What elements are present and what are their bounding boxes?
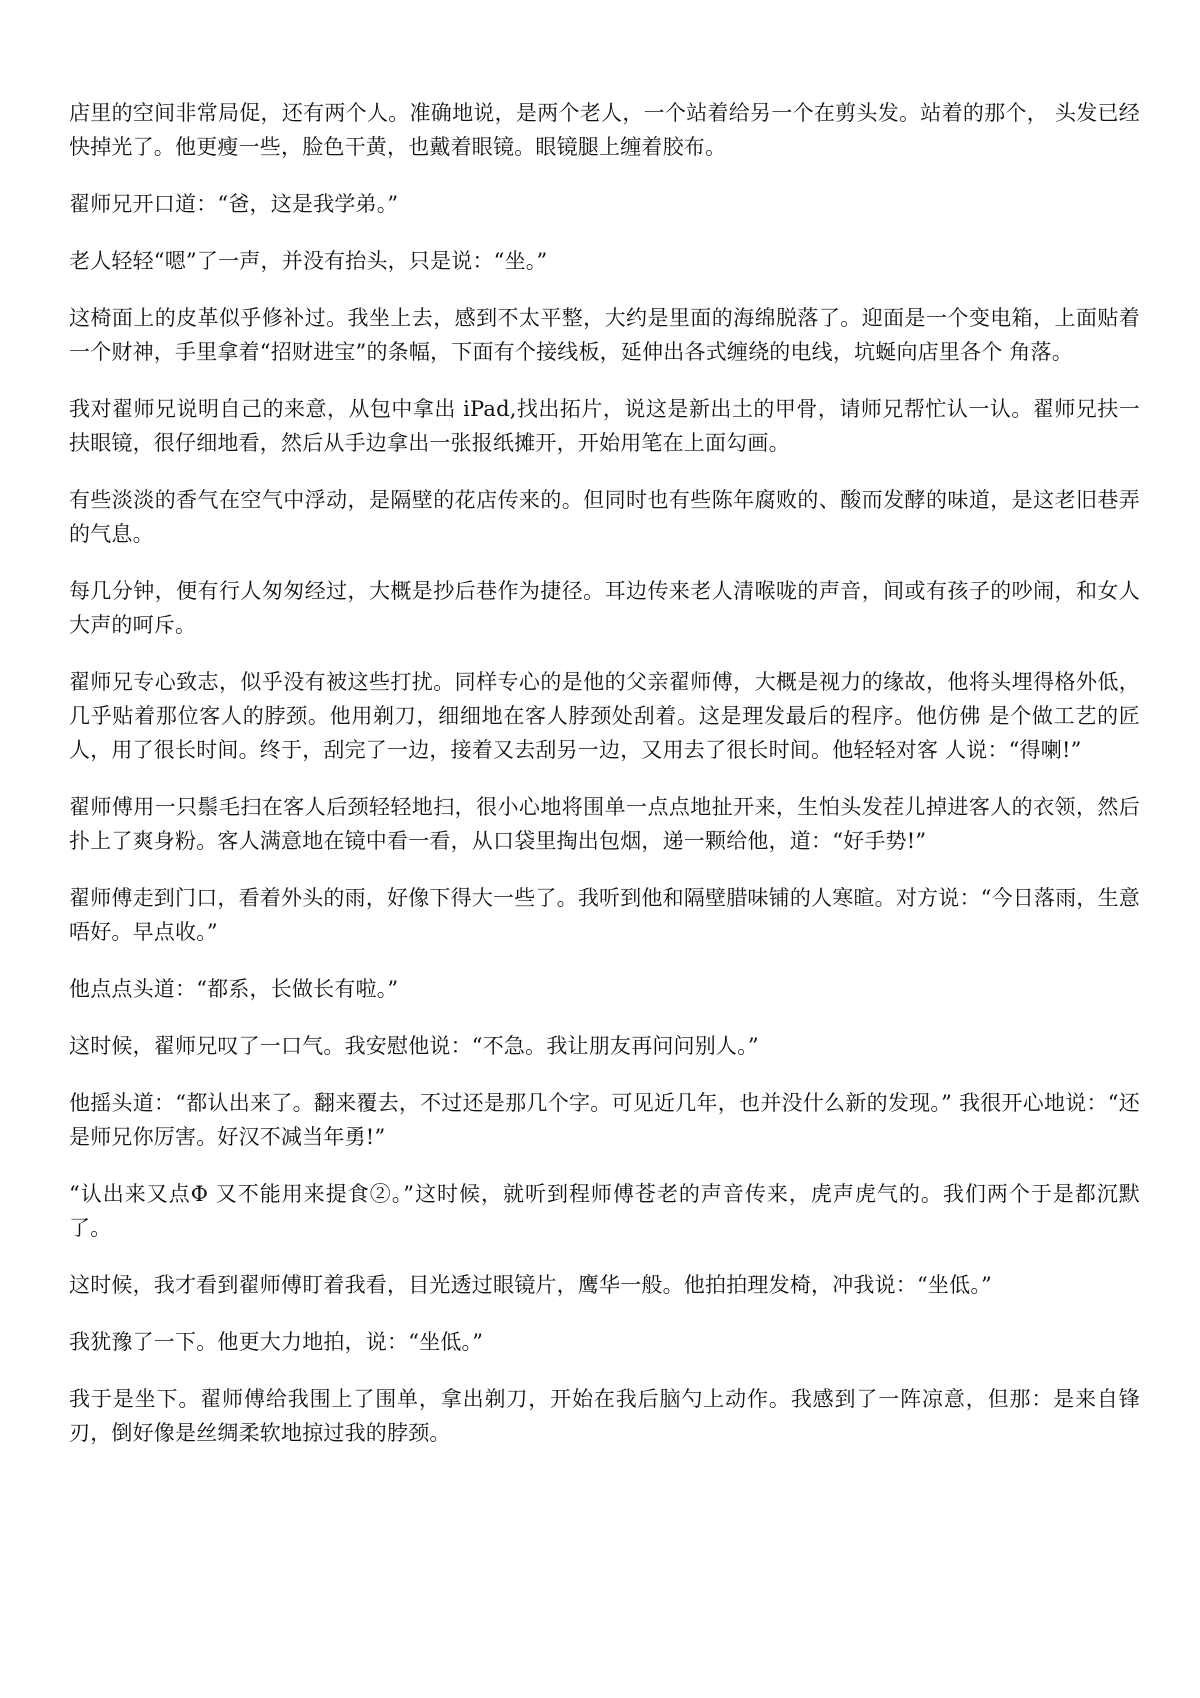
paragraph-12: 这时候，翟师兄叹了一口气。我安慰他说：“不急。我让朋友再问问别人。”	[69, 1034, 759, 1058]
paragraph-13: 他摇头道：“都认出来了。翻来覆去，不过还是那几个字。可见近几年，也并没什么新的发现。” 我很开心地说：“还是师兄你厉害。好汉不减当年勇!”	[69, 1091, 1140, 1149]
paragraph-2: 翟师兄开口道：“爸，这是我学弟。”	[69, 192, 399, 216]
paragraph-17: 我于是坐下。翟师傅给我围上了围单，拿出剃刀，开始在我后脑勺上动作。我感到了一阵凉意，但那：是来自锋刃，倒好像是丝绸柔软地掠过我的脖颈。	[69, 1387, 1140, 1445]
paragraph-16: 我犹豫了一下。他更大力地拍，说：“坐低。”	[69, 1330, 484, 1354]
paragraph-5: 我对翟师兄说明自己的来意，从包中拿出 iPad,找出拓片，说这是新出土的甲骨，请师兄帮忙认一认。翟师兄扶一扶眼镜，很仔细地看，然后从手边拿出一张报纸摊开，开始用笔在上面勾画。	[69, 397, 1140, 455]
paragraph-9: 翟师傅用一只鬃毛扫在客人后颈轻轻地扫，很小心地将围单一点点地扯开来，生怕头发茬儿掉进客人的衣领，然后扑上了爽身粉。客人满意地在镜中看一看，从口袋里掏出包烟，递一颗给他，道：“好手势!”	[69, 795, 1140, 853]
paragraph-11: 他点点头道：“都系，长做长有啦。”	[69, 977, 399, 1001]
paragraph-6: 有些淡淡的香气在空气中浮动，是隔壁的花店传来的。但同时也有些陈年腐败的、酸而发酵的味道，是这老旧巷弄的气息。	[69, 488, 1140, 546]
paragraph-3: 老人轻轻“嗯”了一声，并没有抬头，只是说：“坐。”	[69, 249, 548, 273]
paragraph-8: 翟师兄专心致志，似乎没有被这些打扰。同样专心的是他的父亲翟师傅，大概是视力的缘故，他将头埋得格外低，几乎贴着那位客人的脖颈。他用剃刀，细细地在客人脖颈处刮着。这是理发最后的程序。他仿佛 是个做工艺的匠人，用了很长时间。终于，刮完了一边，接着又去刮另一边，又用去了很长时间。他轻轻对客 人说：“得喇!”	[69, 670, 1140, 762]
paragraph-1: 店里的空间非常局促，还有两个人。准确地说，是两个老人，一个站着给另一个在剪头发。站着的那个， 头发已经快掉光了。他更瘦一些，脸色干黄，也戴着眼镜。眼镜腿上缠着胶布。	[69, 101, 1140, 159]
paragraph-7: 每几分钟，便有行人匆匆经过，大概是抄后巷作为捷径。耳边传来老人清喉咙的声音，间或有孩子的吵闹，和女人大声的呵斥。	[69, 579, 1140, 637]
paragraph-15: 这时候，我才看到翟师傅盯着我看，目光透过眼镜片，鹰华一般。他拍拍理发椅，冲我说：“坐低。”	[69, 1273, 992, 1297]
paragraph-14: “认出来又点Φ 又不能用来提食②。”这时候，就听到程师傅苍老的声音传来，虎声虎气的。我们两个于是都沉默了。	[69, 1182, 1140, 1240]
paragraph-4: 这椅面上的皮革似乎修补过。我坐上去，感到不太平整，大约是里面的海绵脱落了。迎面是一个变电箱，上面贴着一个财神，手里拿着“招财进宝”的条幅，下面有个接线板，延伸出各式缠绕的电线，坑蜒向店里各个 角落。	[69, 306, 1140, 364]
paragraph-10: 翟师傅走到门口，看着外头的雨，好像下得大一些了。我听到他和隔壁腊味铺的人寒暄。对方说：“今日落雨，生意唔好。早点收。”	[69, 886, 1140, 944]
